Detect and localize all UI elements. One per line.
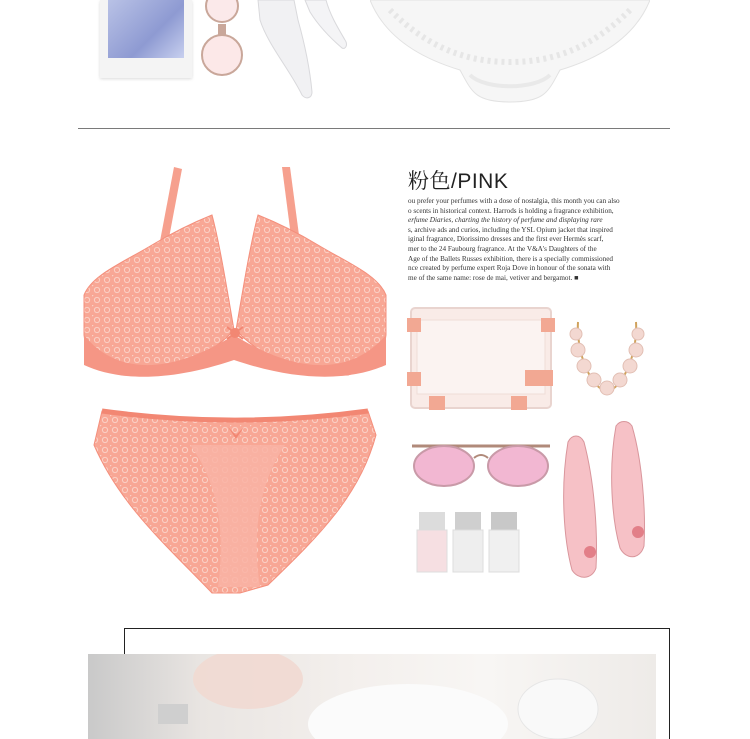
sunglasses-top-image [198,0,248,80]
frame-border [669,628,670,739]
section-title: 粉色/PINK [408,170,509,193]
pink-lace-panty-image [90,405,380,595]
article-line: s, archive ads and curios, including the YSL Opium jacket that inspired [408,225,613,234]
pink-ballet-flats-image [558,420,654,580]
article-line: me of the same name: rose de mai, vetiver and bergamot. ■ [408,273,579,282]
photo-card-image [100,0,192,78]
white-lace-panty-top-image [370,0,650,105]
nail-polish-image [415,512,521,574]
flower-necklace-image [568,312,646,402]
acrylic-clutch-image [405,300,555,412]
section-divider [78,128,670,129]
article-line: Age of the Ballets Russes exhibition, there is a specially commissioned [408,254,614,263]
white-heel-image [250,0,360,100]
hydrangea-photo [108,0,184,58]
article-line: mer to the 24 Faubourg fragrance. At the V&A's Daughters of the [408,244,597,253]
pink-sunglasses-image [408,438,554,490]
article-line: ou prefer your perfumes with a dose of nostalgia, this month you can also [408,197,620,205]
article-line: erfume Diaries, charting the history of perfume and displaying rare [408,216,603,225]
article-line: nce created by perfume expert Roja Dove in honour of the sonata with [408,264,611,273]
article-text [408,197,646,283]
article-line: o scents in historical context. Harrods is holding a fragrance exhibition, [408,206,614,215]
frame-border [124,628,670,629]
model-photo [88,654,656,739]
pink-lace-bra-image [82,165,388,395]
article-line: iginal fragrance, Diorissimo dresses and the first ever Hermès scarf, [408,235,604,244]
